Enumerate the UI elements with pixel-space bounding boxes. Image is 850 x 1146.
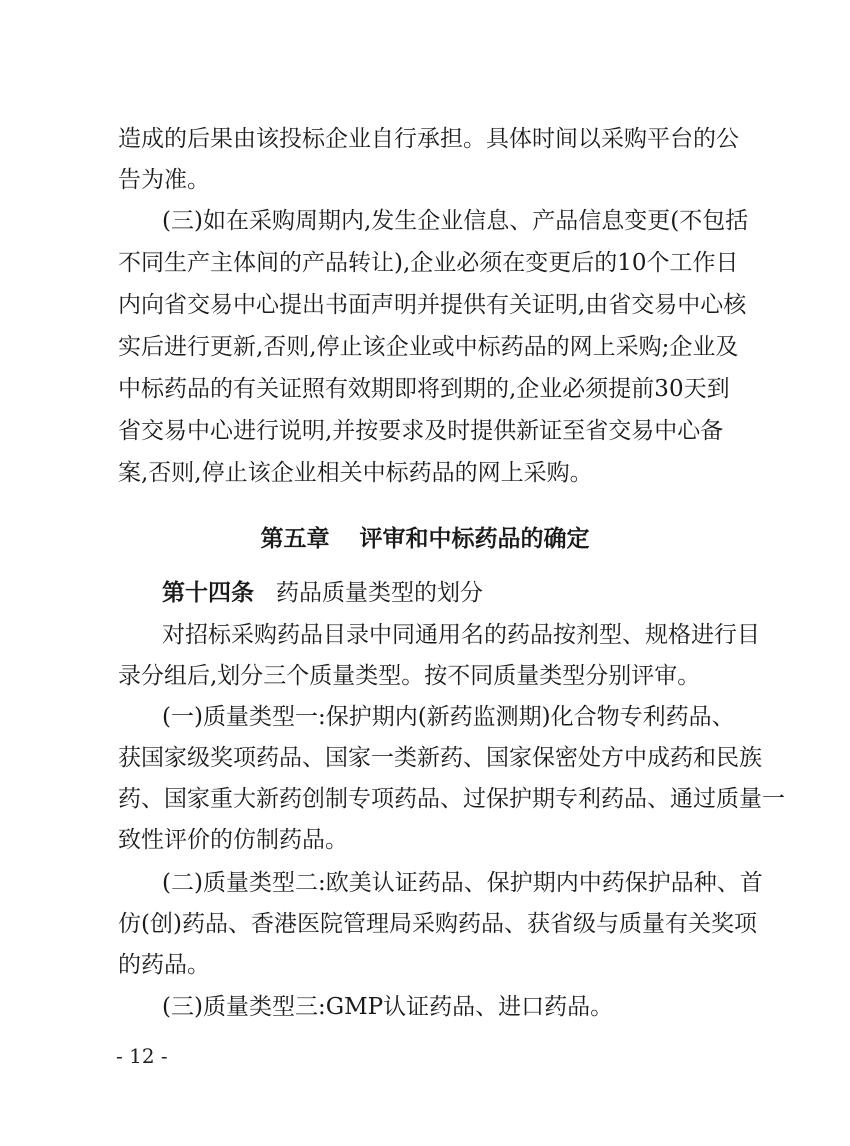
text-line: 不同生产主体间的产品转让),企业必须在变更后的10个工作日 bbox=[118, 250, 739, 276]
text-line: 仿(创)药品、香港医院管理局采购药品、获省级与质量有关奖项 bbox=[118, 911, 757, 937]
text-line: 对招标采购药品目录中同通用名的药品按剂型、规格进行目 bbox=[162, 622, 760, 648]
text-line: 药、国家重大新药创制专项药品、过保护期专利药品、通过质量一 bbox=[118, 786, 785, 812]
text-line: 获国家级奖项药品、国家一类新药、国家保密处方中成药和民族 bbox=[118, 745, 762, 771]
text-line: 实后进行更新,否则,停止该企业或中标药品的网上采购;企业及 bbox=[118, 334, 739, 360]
chapter-title: 评审和中标药品的确定 bbox=[359, 526, 590, 552]
text-line: 内向省交易中心提出书面声明并提供有关证明,由省交易中心核 bbox=[118, 292, 747, 318]
text-line: (三)如在采购周期内,发生企业信息、产品信息变更(不包括 bbox=[162, 208, 749, 234]
text-line: (二)质量类型二:欧美认证药品、保护期内中药保护品种、首 bbox=[162, 870, 763, 896]
text-line: 录分组后,划分三个质量类型。按不同质量类型分别评审。 bbox=[118, 663, 701, 689]
article-title: 药品质量类型的划分 bbox=[276, 580, 483, 606]
text-line: 中标药品的有关证照有效期即将到期的,企业必须提前30天到 bbox=[118, 376, 730, 402]
text-line: 案,否则,停止该企业相关中标药品的网上采购。 bbox=[118, 460, 593, 486]
text-line: 告为准。 bbox=[118, 167, 210, 193]
text-line: 的药品。 bbox=[118, 952, 210, 978]
text-line: 致性评价的仿制药品。 bbox=[118, 827, 348, 853]
chapter-heading bbox=[0, 520, 850, 553]
text-line: (一)质量类型一:保护期内(新药监测期)化合物专利药品、 bbox=[162, 704, 735, 730]
article-number: 第十四条 bbox=[162, 580, 254, 606]
text-line: 省交易中心进行说明,并按要求及时提供新证至省交易中心备 bbox=[118, 418, 724, 444]
chapter-number: 第五章 bbox=[260, 526, 330, 552]
page-number: - 12 - bbox=[116, 1044, 168, 1068]
text-line: 造成的后果由该投标企业自行承担。具体时间以采购平台的公 bbox=[118, 126, 739, 152]
text-line: (三)质量类型三:GMP认证药品、进口药品。 bbox=[162, 994, 614, 1020]
